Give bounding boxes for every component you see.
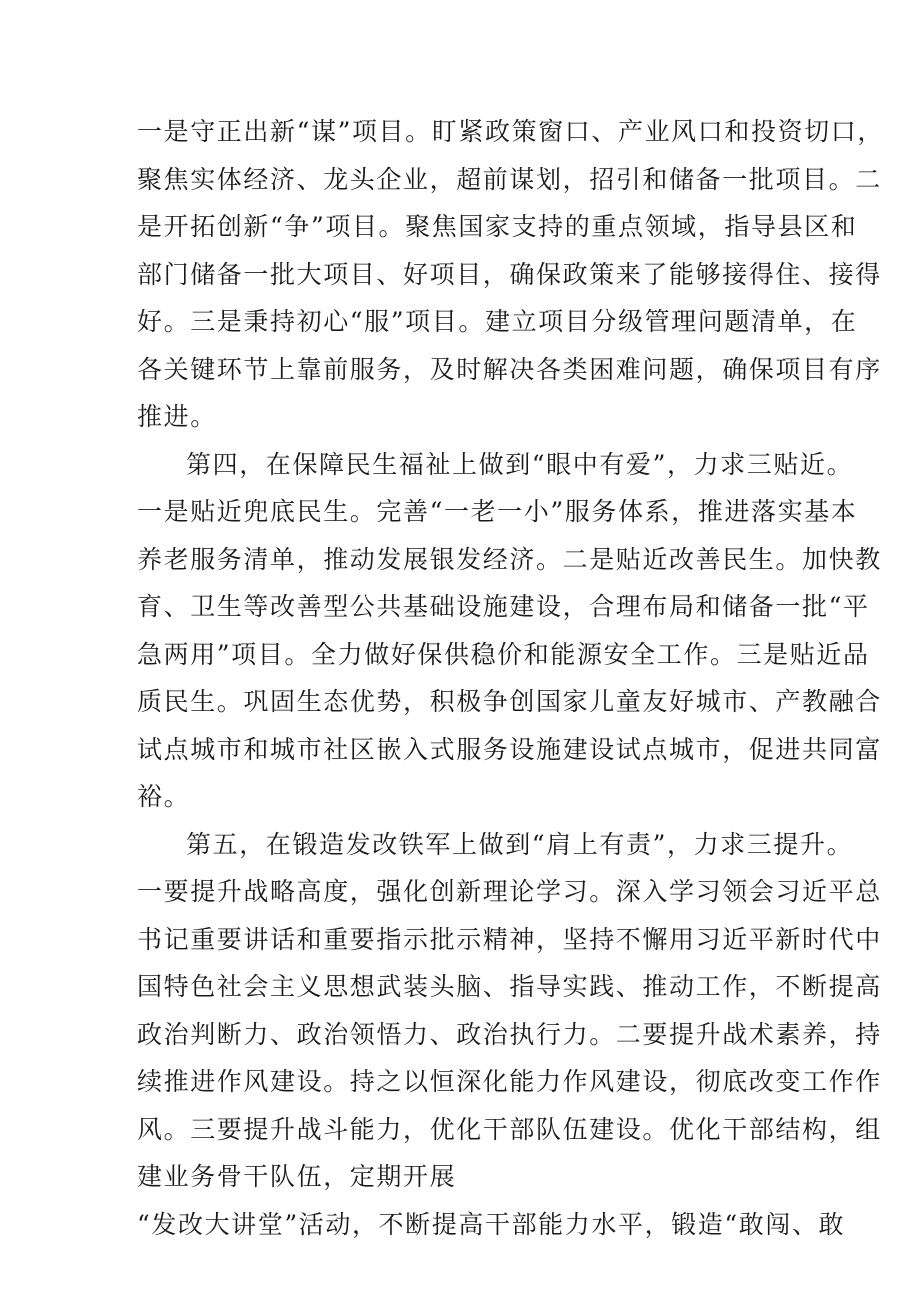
text-line: 一是守正出新“谋”项目。盯紧政策窗口、产业风口和投资切口，: [137, 117, 884, 146]
text-line: 聚焦实体经济、龙头企业，超前谋划，招引和储备一批项目。二: [137, 165, 882, 194]
text-line: 一要提升战略高度，强化创新理论学习。深入学习领会习近平总: [137, 877, 882, 906]
text-line: 裕。: [137, 782, 191, 811]
paragraph-heading-5: 第五，在锻造发改铁军上做到“肩上有责”，力求三提升。: [186, 830, 854, 859]
text-line: 各关键环节上靠前服务，及时解决各类困难问题，确保项目有序: [137, 355, 882, 384]
text-line: 推进。: [137, 402, 217, 431]
text-line: 续推进作风建设。持之以恒深化能力作风建设，彻底改变工作作: [137, 1067, 882, 1096]
text-line: 养老服务清单，推动发展银发经济。二是贴近改善民生。加快教: [137, 545, 882, 574]
text-line: 国特色社会主义思想武装头脑、指导实践、推动工作，不断提高: [137, 972, 882, 1001]
text-line: 急两用”项目。全力做好保供稳价和能源安全工作。三是贴近品: [137, 640, 870, 669]
text-line: 书记重要讲话和重要指示批示精神，坚持不懈用习近平新时代中: [137, 925, 882, 954]
paragraph-heading-4: 第四，在保障民生福祉上做到“眼中有爱”，力求三贴近。: [186, 450, 854, 479]
text-line: 好。三是秉持初心“服”项目。建立项目分级管理问题清单，在: [137, 307, 858, 336]
text-line: 是开拓创新“争”项目。聚焦国家支持的重点领域，指导县区和: [137, 212, 858, 241]
text-line: 育、卫生等改善型公共基础设施建设，合理布局和储备一批“平: [137, 592, 870, 621]
text-line: 质民生。巩固生态优势，积极争创国家儿童友好城市、产教融合: [137, 687, 882, 716]
text-line: 部门储备一批大项目、好项目，确保政策来了能够接得住、接得: [137, 260, 882, 289]
text-line: 风。三要提升战斗能力，优化干部队伍建设。优化干部结构，组: [137, 1115, 882, 1144]
text-line: 政治判断力、政治领悟力、政治执行力。二要提升战术素养，持: [137, 1020, 882, 1049]
text-line: 试点城市和城市社区嵌入式服务设施建设试点城市，促进共同富: [137, 735, 882, 764]
text-line: “发改大讲堂”活动，不断提高干部能力水平，锻造“敢闯、敢: [137, 1210, 846, 1239]
text-line: 一是贴近兜底民生。完善“一老一小”服务体系，推进落实基本: [137, 497, 858, 526]
text-line: 建业务骨干队伍，定期开展: [137, 1162, 457, 1191]
